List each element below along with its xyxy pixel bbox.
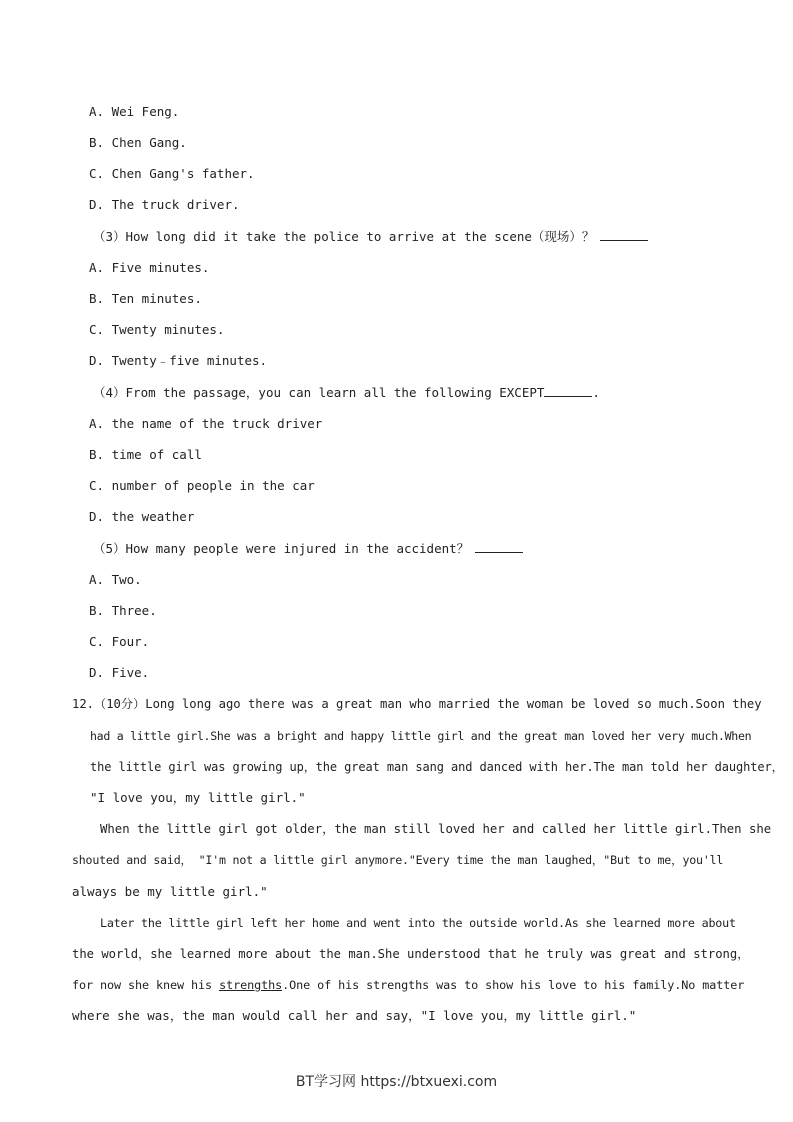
q12-line-5: When the little girl got older，the man still loved her and called her little girl.Then she [100, 822, 772, 836]
q2-option-b: B. Chen Gang. [89, 135, 187, 150]
q4-option-d: D. the weather [89, 509, 195, 524]
q3-stem-line [93, 228, 648, 245]
q12-line-1: 12.（10分）Long long ago there was a great man who married the woman be loved so much.Soon they [72, 697, 762, 711]
q4-stem: （4）From the passage，you can learn all the following EXCEPT [93, 385, 545, 400]
q12-line-7: always be my little girl." [72, 884, 268, 899]
q2-option-a: A. Wei Feng. [89, 104, 180, 119]
q5-option-b: B. Three. [89, 603, 157, 618]
q5-stem-line [93, 540, 523, 557]
q5-option-c: C. Four. [89, 634, 150, 649]
q5-answer-blank[interactable] [475, 540, 523, 553]
q3-answer-blank[interactable] [600, 228, 648, 241]
q4-stem-line [93, 384, 600, 401]
q3-option-b: B. Ten minutes. [89, 291, 202, 306]
q4-option-c: C. number of people in the car [89, 478, 315, 493]
q5-option-d: D. Five. [89, 665, 150, 680]
q4-option-b: B. time of call [89, 447, 202, 462]
page-footer: BT学习网 https://btxuexi.com [295, 1074, 498, 1090]
q12-line-4: "I love you，my little girl." [90, 790, 306, 805]
q5-option-a: A. Two. [89, 572, 142, 587]
q12-line-10 [72, 977, 744, 993]
underlined-word-strengths: strengths [219, 978, 283, 992]
q3-option-a: A. Five minutes. [89, 260, 210, 275]
q2-option-d: D. The truck driver. [89, 197, 240, 212]
q4-option-a: A. the name of the truck driver [89, 416, 323, 431]
q4-answer-blank[interactable] [544, 384, 592, 397]
q2-option-c: C. Chen Gang's father. [89, 166, 255, 181]
q3-option-d: D. Twenty﹣five minutes. [89, 353, 268, 368]
q12-line-3: the little girl was growing up，the great man sang and danced with her.The man told her daughter， [90, 760, 784, 774]
q4-stem-end: . [592, 385, 600, 400]
q12-line-6: shouted and said， "I'm not a little girl anymore."Every time the man laughed，"But to me，you'll [72, 853, 724, 867]
q5-stem: （5）How many people were injured in the accident？ [93, 541, 470, 556]
q12-line-9: the world，she learned more about the man.She understood that he truly was great and strong， [72, 947, 750, 961]
q12-line-10-start: for now she knew his [72, 978, 220, 992]
q3-stem: （3）How long did it take the police to arrive at the scene（现场）？ [93, 229, 595, 244]
q12-line-8: Later the little girl left her home and went into the outside world.As she learned more about [100, 916, 736, 930]
q12-line-11: where she was，the man would call her and say，"I love you，my little girl." [72, 1008, 637, 1023]
q3-option-c: C. Twenty minutes. [89, 322, 225, 337]
q12-line-2: had a little girl.She was a bright and happy little girl and the great man loved her very much.When [90, 729, 752, 743]
q12-line-10-end: .One of his strengths was to show his love to his family.No matter [282, 978, 745, 992]
